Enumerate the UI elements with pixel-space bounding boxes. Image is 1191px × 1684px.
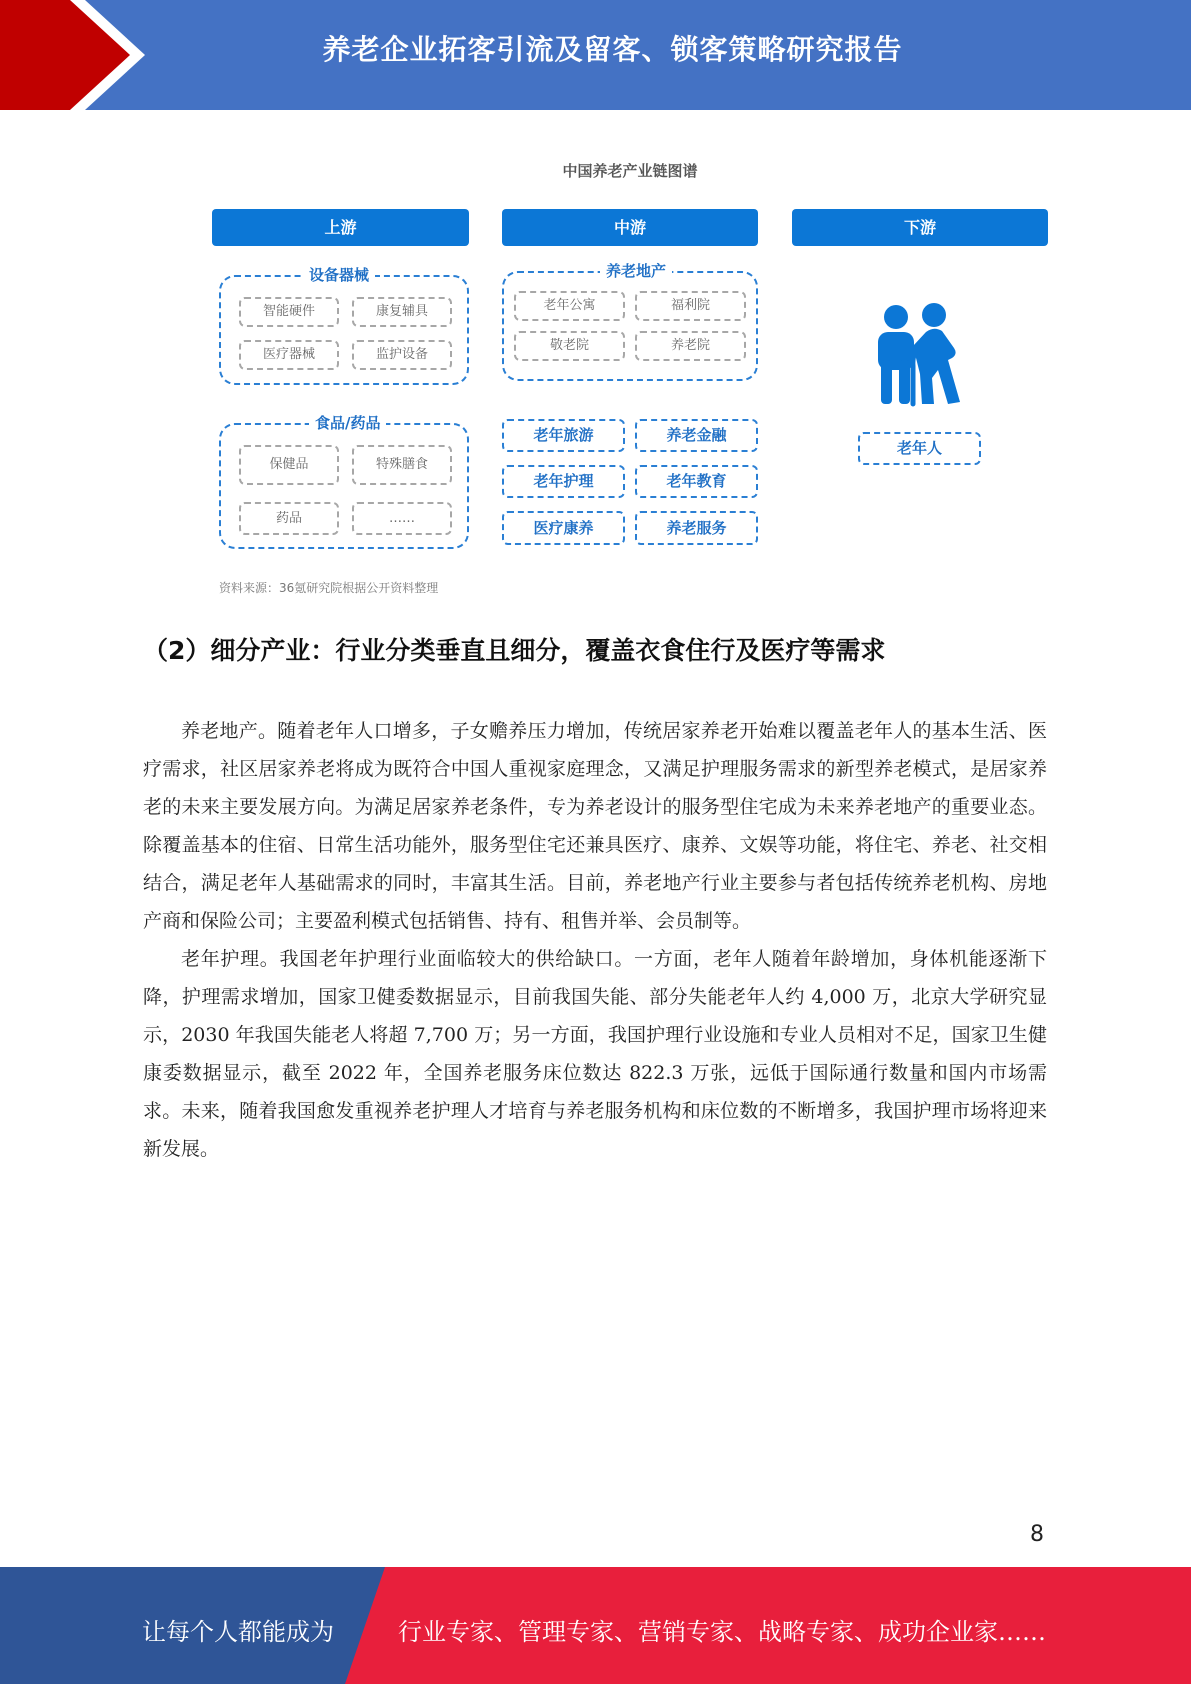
footer-slogan-right: 行业专家、管理专家、营销专家、战略专家、成功企业家…… <box>398 1618 1046 1646</box>
section-heading: （2）细分产业：行业分类垂直且细分，覆盖衣食住行及医疗等需求 <box>143 636 886 665</box>
item-box: 福利院 <box>635 291 746 321</box>
item-box: …… <box>352 502 452 535</box>
item-box: 监护设备 <box>352 340 452 370</box>
paragraph-real-estate: 养老地产。随着老年人口增多，子女赡养压力增加，传统居家养老开始难以覆盖老年人的基本生活、医疗需求，社区居家养老将成为既符合中国人重视家庭理念，又满足护理服务需求的新型养老模式，是居家养老的未来主要发展方向。为满足居家养老条件，专为养老设计的服务型住宅成为未来养老地产的重要业态。除覆盖基本的住宿、日常生活功能外，服务型住宅还兼具医疗、康养、文娱等功能，将住宅、养老、社交相结合，满足老年人基础需求的同时，丰富其生活。目前，养老地产行业主要参与者包括传统养老机构、房地产商和保险公司；主要盈利模式包括销售、持有、租售并举、会员制等。 <box>143 720 1047 932</box>
item-elderly-service: 养老服务 <box>635 511 758 545</box>
elderly-couple-icon <box>866 300 976 410</box>
group-equipment <box>219 266 469 385</box>
group-label: 食品/药品 <box>309 413 386 433</box>
item-box: 养老院 <box>635 331 746 361</box>
page-header <box>0 0 1191 110</box>
item-medical-wellness: 医疗康养 <box>502 511 625 545</box>
body-text <box>143 712 1047 1168</box>
item-elderly-tourism: 老年旅游 <box>502 419 625 452</box>
group-food-medicine <box>219 414 469 549</box>
item-elderly-finance: 养老金融 <box>635 419 758 452</box>
item-box: 康复辅具 <box>352 297 452 327</box>
item-box: 保健品 <box>239 445 339 485</box>
header-title: 养老企业拓客引流及留客、锁客策略研究报告 <box>322 33 903 66</box>
column-downstream: 下游 <box>792 209 1048 246</box>
page-number: 8 <box>1030 1522 1044 1547</box>
group-label: 设备器械 <box>303 265 375 285</box>
item-elderly-care: 老年护理 <box>502 465 625 498</box>
footer-slogan-left: 让每个人都能成为 <box>142 1618 334 1646</box>
column-upstream: 上游 <box>212 209 469 246</box>
column-midstream: 中游 <box>502 209 758 246</box>
item-box: 医疗器械 <box>239 340 339 370</box>
item-box: 特殊膳食 <box>352 445 452 485</box>
group-label: 养老地产 <box>600 261 672 281</box>
paragraph-elderly-care: 老年护理。我国老年护理行业面临较大的供给缺口。一方面，老年人随着年龄增加，身体机能逐渐下降，护理需求增加，国家卫健委数据显示，目前我国失能、部分失能老年人约 4,000 万，北京大学研究显示，2030 年我国失能老人将超 7,700 万；另一方面，我国护理行业设施和专业人员相对不足，国家卫生健康委数据显示，截至 2022 年，全国养老服务床位数达 822.3 万张，远低于国际通行数量和国内市场需求。未来，随着我国愈发重视养老护理人才培育与养老服务机构和床位数的不断增多，我国护理市场将迎来新发展。 <box>143 948 1047 1160</box>
item-elderly-education: 老年教育 <box>635 465 758 498</box>
item-box: 敬老院 <box>514 331 625 361</box>
item-box: 老年公寓 <box>514 291 625 321</box>
item-box: 药品 <box>239 502 339 535</box>
figure-source: 资料来源：36氪研究院根据公开资料整理 <box>219 581 439 595</box>
item-box: 智能硬件 <box>239 297 339 327</box>
item-elderly-people: 老年人 <box>858 432 981 465</box>
group-elderly-real-estate <box>502 262 758 381</box>
figure-title: 中国养老产业链图谱 <box>562 162 698 180</box>
